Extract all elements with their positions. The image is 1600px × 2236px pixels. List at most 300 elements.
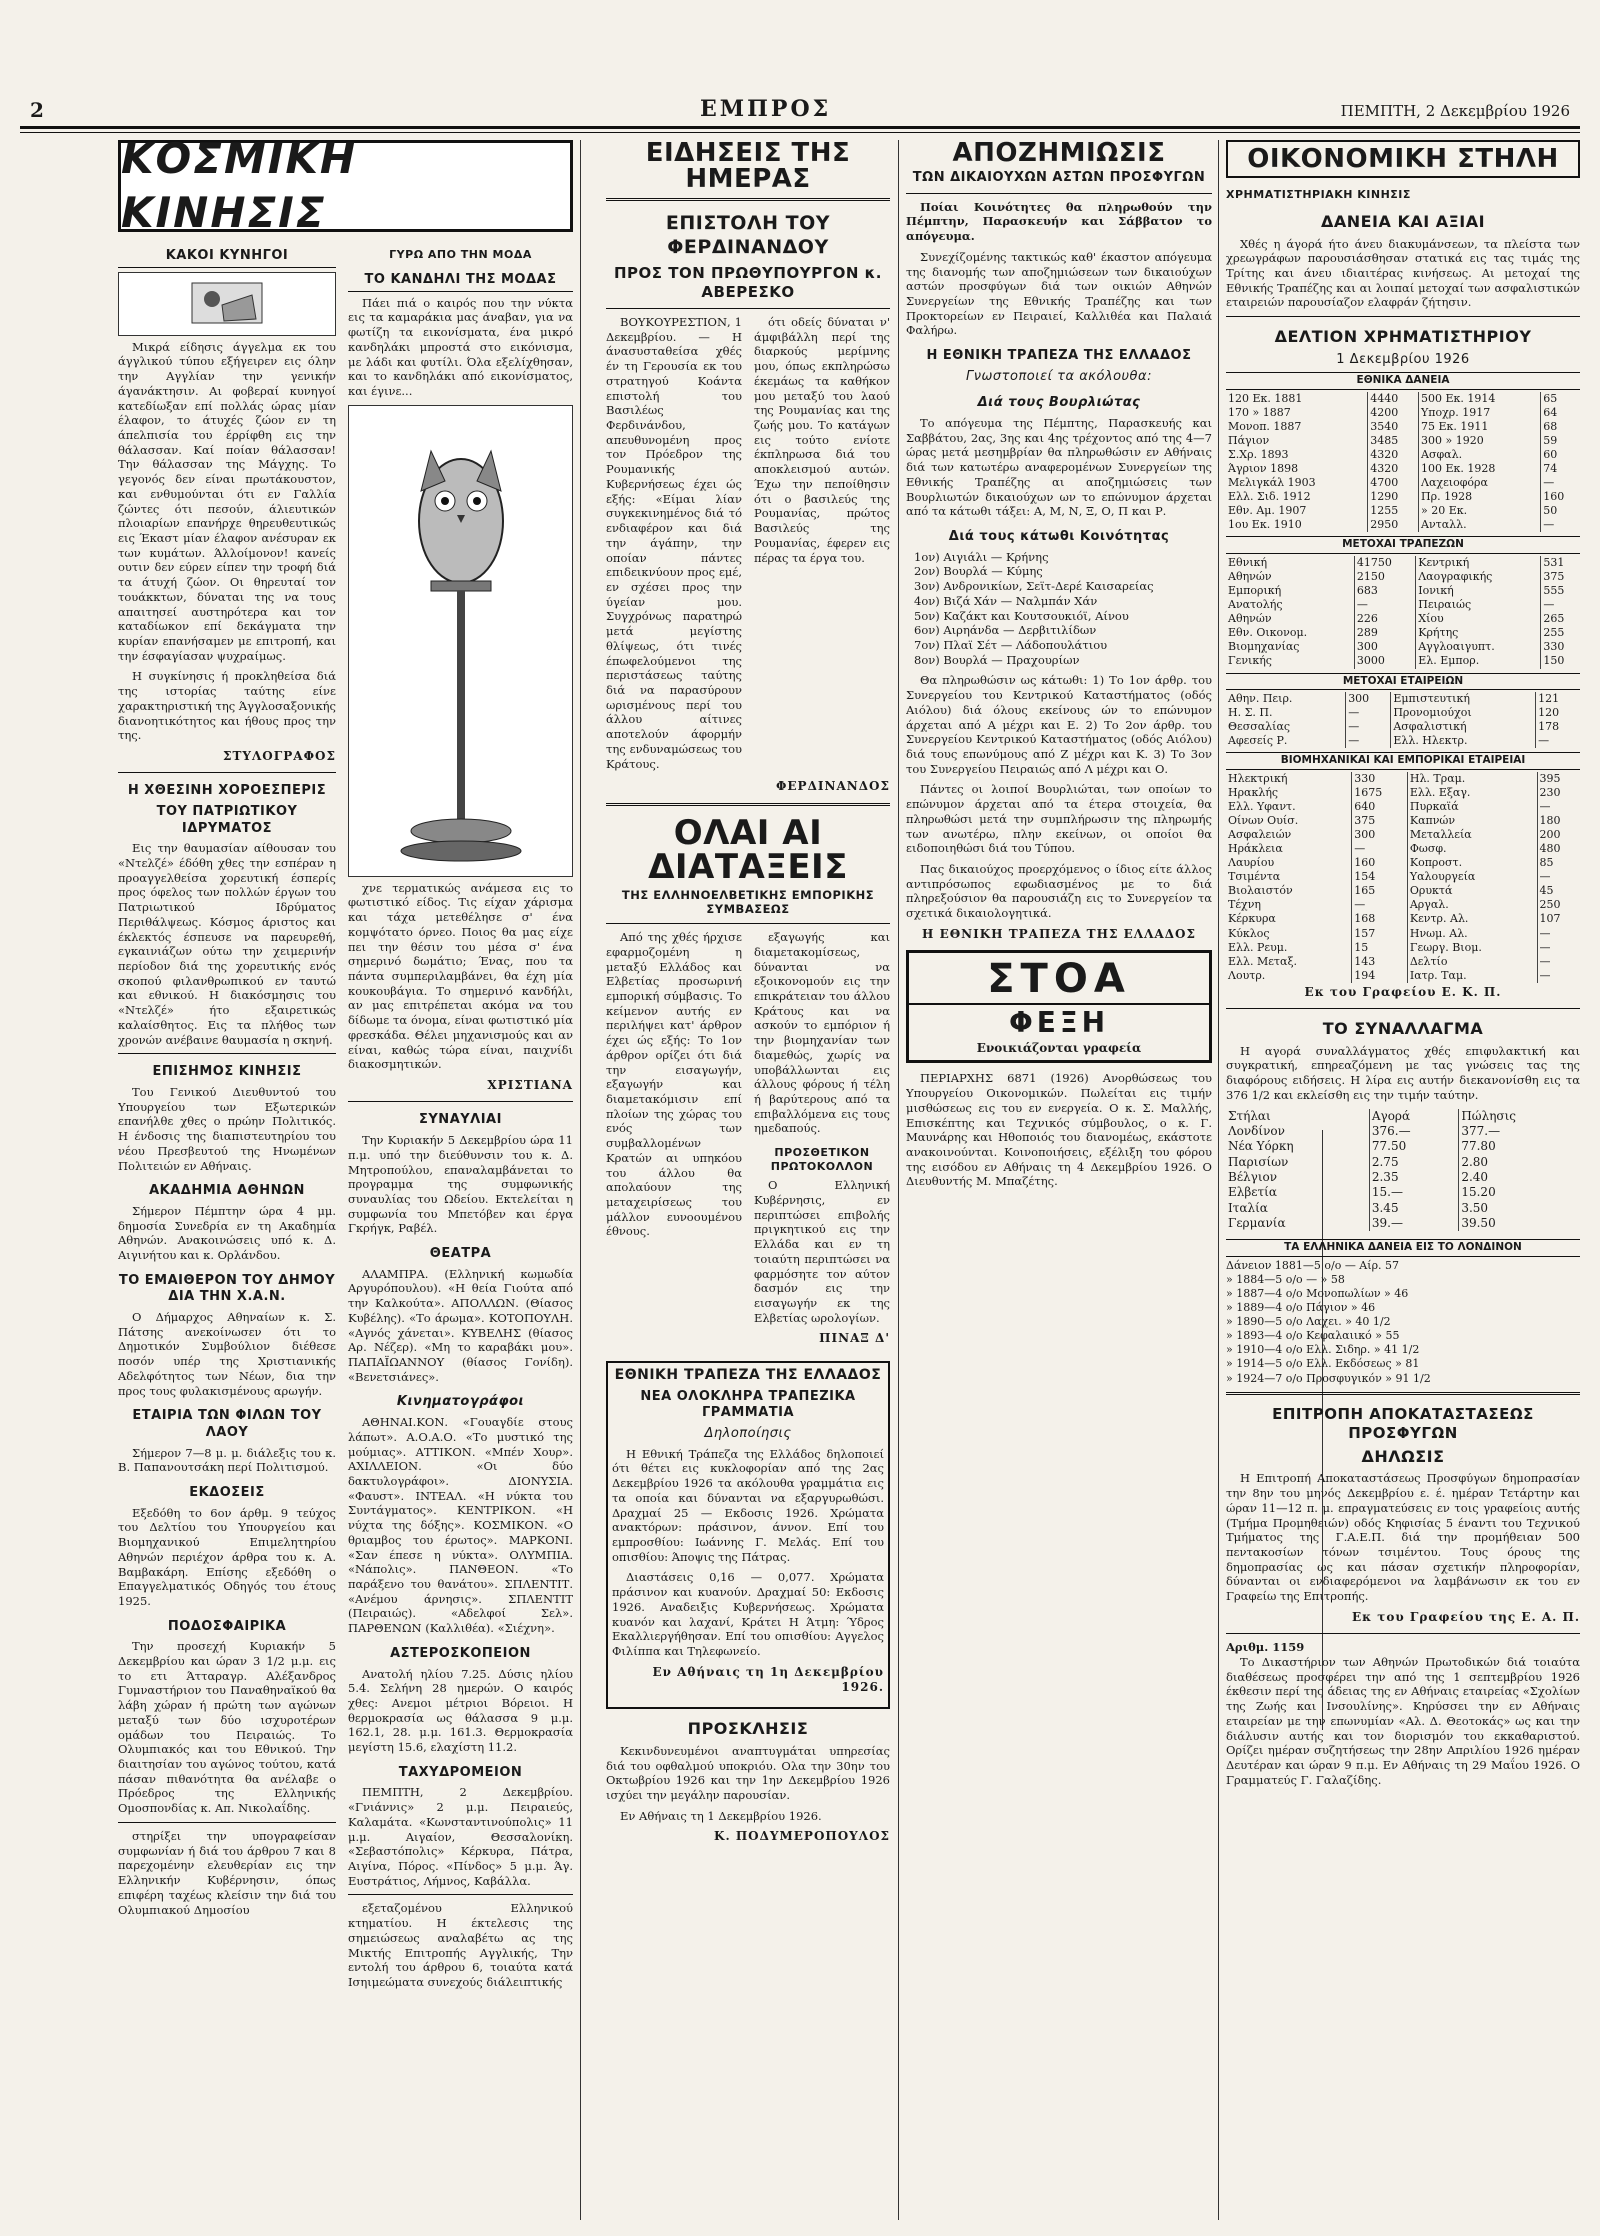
table-row [1226,772,1580,786]
kakoi-body-2: Η συγκίνησις ή προκληθείσα διά της ιστορίας ταύτης είνε χαρακτηριστική της Άγγλοσαξονικής διανοητικότητος και ήθους προς την της. [118,669,336,743]
table-cell: Ελλ. Υφαντ. [1226,800,1352,814]
table-cell: Λαογραφικής [1416,570,1541,584]
synallagma-title: ΤΟ ΣΥΝΑΛΛΑΓΜΑ [1322,1019,1484,1039]
epitropi-title: ΕΠΙΤΡΟΠΗ ΑΠΟΚΑΤΑΣΤΑΣΕΩΣ ΠΡΟΣΦΥΓΩΝ [1272,1404,1534,1442]
ethniki-body-2: Διαστάσεις 0,16 — 0,077. Χρώματα πράσινον και κυανούν. Δραχμαί 50: Εκδοσις 1926. Αναδειξις Κυβερνήσεως. Χρώματα κυανόν και λαχανί, Κράτει Η Άτμη: Ύδρος Εκαλλιεργήθησαν. Επί του οπισθίου: Αγγελος Φιλίππα και Τηλεφωνείο. [612,1570,884,1658]
table-cell: Καπνών [1407,814,1537,828]
table-cell: Εμπιστευτική [1391,692,1536,706]
table-cell: 640 [1352,800,1408,814]
table-cell: Ελλ. Σιδ. 1912 [1226,490,1368,504]
table-cell: Λουτρ. [1226,969,1352,983]
table-cell: 395 [1539,771,1561,785]
foreign-title: ΤΑ ΕΛΛΗΝΙΚΑ ΔΑΝΕΙΑ ΕΙΣ ΤΟ ΛΟΝΔΙΝΟΝ [1226,1239,1580,1256]
table-cell: 121 [1538,691,1560,705]
ethniki-signature: Εν Αθήναις τη 1η Δεκεμβρίου 1926. [652,1664,884,1695]
table-cell: Ελλ. Εξαγ. [1407,786,1537,800]
prosklisis-date: Εν Αθήναις τη 1 Δεκεμβρίου 1926. [620,1808,822,1823]
apozimiosis-intro: Ποίαι Κοινότητες θα πληρωθούν την Πέμπτην, Παρασκευήν και Σάββατον το απόγευμα. [906,199,1212,244]
fx-row [1226,1185,1580,1200]
table-cell: 65 [1543,391,1558,405]
table-cell: Μεταλλεία [1407,828,1537,842]
table-cell: Λονδίνον [1226,1124,1369,1139]
table-cell: — [1539,870,1551,884]
letter-subtitle: ΠΡΟΣ ΤΟΝ ΠΡΩΘΥΠΟΥΡΓΟΝ κ. ΑΒΕΡΕΣΚΟ [613,263,883,301]
table-cell: 75 Εκ. 1911 [1419,420,1541,434]
table-cell: Στήλαι [1226,1109,1369,1124]
table-cell: 4320 [1368,462,1419,476]
hunter-illustration [118,272,336,336]
table-cell: 226 [1354,612,1415,626]
table-row [1226,884,1580,898]
list-item: » 1893—4 ο/ο Κεφαλαιικό » 55 [1226,1329,1400,1343]
table-row [1226,654,1580,668]
dilosis-title: ΔΗΛΩΣΙΣ [1361,1446,1445,1466]
olai-text-a: Από της χθές ήρχισε εφαρμοζομένη η μεταξύ Ελλάδος και Ελβετίας προσωρινή εμπορική σύμβασις. Το κείμενον αυτής εν περιλήψει κατ' άρθρον έχει ώς εξής: Το 1ον άρθρον ορίζει ότι διά την εισαγωγήν, εξαγωγήν και διαμετακόμισιν επί πλοίων της χώρας του ενός των συμβαλλομένων Κρατών αι υπηκόου του άλλου θα απολαύουν της μεταχειρίσεως του μάλλον ευνοουμένου έθνους. [606,930,742,1239]
apozimiosis-signature: Η ΕΘΝΙΚΗ ΤΡΑΠΕΖΑ ΤΗΣ ΕΛΛΑΔΟΣ [922,926,1196,941]
table-row [1226,476,1580,490]
table-row [1226,448,1580,462]
table-cell: Αθηνών [1226,612,1354,626]
kandili-after-body: χνε τερματικώς ανάμεσα εις το φωτιστικό είδος. Τις είχαν χάρισμα και τάχα μετεθέλησε σ' ένα κομψότατο όρνεο. Ποιος θα μας είχε πει την θέσιν του μέσα σ' ένα σημερινό δωμάτιο; Ένας, που τα πάντα συμπεριλαμβάνει, θα έχη μία κουκουβάγια. Το σημερινό κανδήλι, αν μας επιτρέπεται ακόμα να του δίδωμε τα όνομα, είναι φωτιστικό μία φρεσκάδα. Θέλει μηχανισμούς και αν είναι, καθώς τώρα είναι, παιχνίδι διακοσμητικών. [348,880,573,1072]
deltion-title: ΔΕΛΤΙΟΝ ΧΡΗΜΑΤΙΣΤΗΡΙΟΥ [1274,327,1532,347]
list-item: 3ον) Ανδρονικίων, Σεϊτ-Δερέ Καισαρείας [914,579,1154,594]
table-cell: Πειραιώς [1416,598,1541,612]
tbl4-head: ΒΙΟΜΗΧΑΝΙΚΑΙ ΚΑΙ ΕΜΠΟΡΙΚΑΙ ΕΤΑΙΡΕΙΑΙ [1226,752,1580,769]
letter-title: ΕΠΙΣΤΟΛΗ ΤΟΥ ΦΕΡΔΙΝΑΝΔΟΥ [665,212,831,259]
section-title: ΕΙΔΗΣΕΙΣ ΤΗΣ ΗΜΕΡΑΣ [645,140,851,194]
asteroskopeion-body: Ανατολή ηλίου 7.25. Δύσις ηλίου 5.4. Σελήνη 28 ημερών. Ο καιρός χθες: Ανεμοι μέτριοι Βόρειοι. Η θερμοκρασία ως θάλασσα 9 μ.μ. 162.1, 28. μ.μ. 161.3. Θερμοκρασία μεγίστη 15.6, ελαχίστη 11.2. [348,1666,573,1755]
table-cell: 60 [1543,447,1558,461]
table-cell: 170 » 1887 [1226,406,1368,420]
kinisis-title: ΕΠΙΣΗΜΟΣ ΚΙΝΗΣΙΣ [152,1064,302,1080]
table-cell: 330 [1543,640,1565,654]
col5-tail: Το Δικαστήριον των Αθηνών Πρωτοδικών διά τοιαύτα διαθέσεως προσφέρει την από της 1 σεπτεμβρίου 1926 έκθεσιν περί της άδειας της εν Αθήναις εταιρείας «Σχολίων της Ζωής και Ινσουλίνης». Κηρύσσει την εν Αθήναις εταιρείαν με την επωνυμίαν «Αλ. Δ. Θεοτοκάς» ως και την διάλυσιν αυτής και τον διορισμόν του εκκαθαριστού. Ορίζει ημέραν συζητήσεως την 28ην Απριλίου 1926 ημέραν Δευτέραν και ώραν 9 π.μ. Εν Αθήναις τη 29 Μαΐου 1926. Ο Γραμματεύς Γ. Γαλαζίδης. [1226,1654,1580,1787]
protokollon-title: ΠΡΟΣΘΕΤΙΚΟΝ ΠΡΩΤΟΚΟΛΛΟΝ [770,1146,874,1174]
table-cell: Γεωργ. Βιομ. [1407,941,1537,955]
letter-text-a: ΒΟΥΚΟΥΡΕΣΤΙΟΝ, 1 Δεκεμβρίου. — Η άνασυσταθείσα χθές έν τη Γερουσία εκ του στρατηγού Κοάντα επιστολή του Βασιλέως Φερδινάνδου, απευθυνομένη προς τον Πρόεδρον της Ρουμανικής Κυβερνήσεως έχει ώς εξής: «Είμαι λίαν συγκεκινημένος διά τό ενδιαφέρον και διά την άγάπην, την οποίαν πάντες επιδεικνύουν προς εμέ, εν σχέσει προς την ύγείαν μου. Συγχρόνως παρατηρώ μετά μεγίστης θλίψεως, ότι τινές έπωφελούμενοι της περιστάσεως ταύτης διά να παρασύρουν ωρισμένους περί του άλλου αίτινες αποτελούν άφορμήν της ενδυναμώσεως του Κράτους. [606,315,742,771]
table-cell: Ελβετία [1226,1185,1369,1200]
table-cell: Ηρακλής [1226,786,1352,800]
table-row [1226,856,1580,870]
list-item: » 1910—4 ο/ο Ελλ. Σιδηρ. » 41 1/2 [1226,1343,1420,1357]
ethniki-declaration: Δηλοποίησις [704,1426,792,1441]
kakoi-title: ΚΑΚΟΙ ΚΥΝΗΓΟΙ [118,248,336,268]
theatra-title: ΘΕΑΤΡΑ [429,1246,492,1262]
tbl1-head: ΕΘΝΙΚΑ ΔΑΝΕΙΑ [1226,372,1580,389]
fx-row [1226,1170,1580,1185]
etairia-title: ΕΤΑΙΡΙΑ ΤΩΝ ΦΙΛΩΝ ΤΟΥ ΛΑΟΥ [132,1408,322,1440]
table-cell: — [1346,720,1391,734]
masthead [20,96,1580,129]
bank-title: Η ΕΘΝΙΚΗ ΤΡΑΠΕΖΑ ΤΗΣ ΕΛΛΑΔΟΣ [926,348,1192,364]
table-cell: 2150 [1354,570,1415,584]
table-cell: Χίου [1416,612,1541,626]
prosklisis-body: Κεκινδυνευμένοι αναπτυγμάται υπηρεσίας διά του οφθαλμού υποκριόυ. Ολα την 30ην του Οκτωβρίου 1926 και την 1ην Δεκεμβρίου 1926 ισχύει την μεγάλην παρουσίαν. [606,1743,890,1803]
list-item: 1ον) Αιγιάλι — Κρήνης [914,549,1049,564]
table-row [1226,612,1580,626]
tbl2 [1226,556,1580,669]
table-cell: 2.80 [1461,1154,1489,1169]
table-cell: — [1543,598,1555,612]
table-cell: — [1352,842,1408,856]
table-row [1226,955,1580,969]
kakoi-signature: ΣΤΥΛΟΓΡΑΦΟΣ [223,749,336,764]
table-cell: 265 [1543,612,1565,626]
list-item: 8ον) Βουρλά — Πραχουρίων [914,652,1080,667]
table-row [1226,800,1580,814]
table-cell: 230 [1539,785,1561,799]
tbl3-head: ΜΕΤΟΧΑΙ ΕΤΑΙΡΕΙΩΝ [1226,673,1580,690]
table-cell: 120 [1538,706,1560,720]
table-cell: Σ.Χρ. 1893 [1226,448,1368,462]
table-row [1226,842,1580,856]
list-item: 6ον) Αιρηάνδα — Δερβιτιλίδων [914,623,1097,638]
arithm: Αριθμ. 1159 [1226,1640,1305,1655]
table-cell: 200 [1539,828,1561,842]
table-cell: Ιατρ. Ταμ. [1407,969,1537,983]
fx-row [1226,1124,1580,1139]
table-cell: 375 [1543,569,1565,583]
letter-signature: ΦΕΡΔΙΝΑΝΔΟΣ [775,779,890,794]
table-cell: 107 [1539,912,1561,926]
kosmiki-right-column [348,238,573,1996]
table-cell: Ασφαλιστική [1391,720,1536,734]
kandili-title: ΤΟ ΚΑΝΔΗΛΙ ΤΗΣ ΜΟΔΑΣ [348,272,573,292]
apozimiosis-body-5: Πας δικαιούχος προερχόμενος ο ίδιος είτε άλλος αντιπρόσωπος εφωδιασμένος με το διά πληρεξούσιον θα παρουσιάζη εις το Συνεργείον τα σχετικά δικαιολογητικά. [906,862,1212,921]
table-cell: 39.— [1369,1216,1458,1231]
table-cell: 300 [1346,692,1391,706]
table-cell: Παρισίων [1226,1155,1369,1170]
kinisis-body: Του Γενικού Διευθυντού του Υπουργείου των Εξωτερικών επανήλθε χθες ο πρώην Πολιτικός. Η ένδοσις της διαπιστευτηρίου του νέου Πρεσβευτού της Ηνωμένων Πολιτειών εν Αθήναις. [118,1084,336,1173]
table-row [1226,927,1580,941]
ematheron-title: ΤΟ ΕΜΑΙΘΕΡΟΝ ΤΟΥ ΔΗΜΟΥ ΔΙΑ ΤΗΝ Χ.Α.Ν. [118,1272,336,1305]
table-row [1226,406,1580,420]
kosmiki-section [118,140,573,2220]
table-cell: Τέχνη [1226,898,1352,912]
dilosis-body: Η Επιτροπή Αποκαταστάσεως Προσφύγων δημοπρασίαν την 8ην του μηνός Δεκεμβρίου ε. έ. ημέραν Τετάρτην και ώραν 11—12 π. μ. επραγματεύσεις εν τοις γραφείοις αυτής (Τμήμα Προμηθειών) οδός Κηφισίας 5 έναντι του Τεχνικού Τμήματος της Γ.Α.Ε.Π. διά την προμήθειαν 500 πεντακοσίων τόνων τσιμέντου. Τους όρους της δημοπρασίας ως και πάσαν σχετικήν πληροφορίαν, δύνανται οι ενδιαφερόμενοι να λαμβάνωσιν εκ του εν Γραφείω της Επιτροπής. [1226,1471,1580,1604]
list-item: » 1924—7 ο/ο Προσφυγικόν » 91 1/2 [1226,1371,1431,1385]
kakoi-body: Μικρά είδησις άγγελμα εκ του άγγλικού τύπου εξήγειρεν εις όλην την Αγγλίαν την γενικήν άγανάκτησιν. Αι φοβεραί κυνηγοί κατεδίωξαν επί πολλάς ώρας μίαν έλαφον, το άτυχές ζώον εν τη άπελπισία του έρρίφθη εις την θάλασσαν. Καί ποίαν θάλασσαν! Την θάλασσαν της Μάγχης. Το γεγονός δεν είναι πρωτάκουστον, και ενθυμούνται ότι εν Γαλλία ζώντες ότι πεσούν, άλιευτικών πλοιαρίων επανήρχε θηρευθευτικώς εις Έκαστ μίαν έλαφον ανέσυραν εκ των κυμάτων. Άλλοίμονον! κανείς ουτιν δεν εύρεν είπεν την τροφή διά τα άτυχή ζώον. Οι θηρευταί τον τουάκκτων, δύναται της να τους απαιτησεί αυστηρότερα και τον καταδίωκον επί δεκάγματα την κυρίαν επανήσαμεν με επιτροπή, και την έσφαγίασαν ψυχραίμως. [118,339,336,663]
fx-row [1226,1109,1580,1124]
paper-name: ΕΜΠΡΟΣ [700,96,832,122]
ematheron-body: Ο Δήμαρχος Αθηναίων κ. Σ. Πάτσης ανεκοίνωσεν ότι το Δημοτικόν Συμβούλιον διέθεσε ποσόν υπέρ της Χριστιανικής Αδελφότητος των Νέων, δια την προς τους φυλακισμένους αρωγήν. [118,1310,336,1398]
table-cell: Κύκλος [1226,927,1352,941]
table-cell: Κρήτης [1416,626,1541,640]
table-cell: 15.20 [1461,1185,1496,1200]
table-cell: Ελλ. Μεταξ. [1226,955,1352,969]
table-cell: 375 [1352,814,1408,828]
table-cell: Αθην. Πειρ. [1226,692,1346,706]
date-line: ΠΕΜΠΤΗ, 2 Δεκεμβρίου 1926 [1340,102,1570,120]
col1-tail: στηρίξει την υπογραφείσαν συμφωνίαν ή διά του άρθρου 7 και 8 παρεχομένην ελευθερίαν εις την Ελληνικήν Κυβέρνησιν, όπως επιφέρη ταχέως κλείσιν την διά του Ολυμπιακού Δημοσίου [118,1828,336,1917]
table-cell: 68 [1543,419,1558,433]
table-cell: 2.40 [1461,1170,1489,1185]
table-cell: 2.75 [1369,1155,1458,1170]
table-cell: 45 [1539,884,1554,898]
kosmiki-left-column [118,238,336,1996]
table-cell: 500 Εκ. 1914 [1419,392,1541,406]
table-cell: Υποχρ. 1917 [1419,406,1541,420]
list-item: » 1914—5 ο/ο Ελλ. Εκδόσεως » 81 [1226,1357,1420,1371]
table-cell: 100 Εκ. 1928 [1419,462,1541,476]
prosklisis-signature: Κ. ΠΟΔΥΜΕΡΟΠΟΥΛΟΣ [714,1829,890,1844]
tbl4 [1226,772,1580,983]
kinimatografoi-title: Κινηματογράφοι [396,1394,525,1410]
stoa-note: Ενοικιάζονται γραφεία [976,1041,1142,1056]
kinimatografoi-body: ΑΘΗΝΑΙ.ΚΟΝ. «Γουαγδίε στους λάπωτ». Α.Ο.Α.Ο. «Το μυστικό της μούμιας». ΑΤΤΙΚΟΝ. «Μπέν Χουρ». ΑΧΙΛΛΕΙΟΝ. «Οι δύο δακτυλογράφοι». ΔΙΟΝΥΣΙΑ. «Φαυστ». ΙΝΤΕΑΛ. «Η νύκτα του Συντάγματος». ΚΕΝΤΡΙΚΟΝ. «Η νύχτα της δόξης». ΚΟΣΜΙΚΟΝ. «Ο θριαμβος του έρωτος». ΜΑΡΚΟΝΙ. «Σαν έπεσε η νύκτα». ΟΛΥΜΠΙΑ. «Νάπολις». ΠΑΝΘΕΟΝ. «Το παράξενο του θανάτου». ΣΠΛΕΝΤΙΤ. «Ανέμου άρνησις». ΣΠΛΕΝΤΙΤ (Πειραιώς). «Αδελφοί Σελ». ΠΑΡΘΕΝΩΝ (Καλλιθέα). «Σιέχνη». [348,1415,573,1636]
ekdoseis-title: ΕΚΔΟΣΕΙΣ [189,1485,265,1501]
table-cell: 531 [1543,555,1565,569]
table-row [1226,912,1580,926]
owl-lamp-illustration [348,405,573,877]
stoa-subtitle: ΦΕΞΗ [909,1003,1209,1041]
communities-list [906,550,1212,668]
table-cell: Ιονική [1416,584,1541,598]
xoros-title: Η ΧΘΕΣΙΝΗ ΧΟΡΟΕΣΠΕΡΙΣ [127,783,327,799]
list-item: 2ον) Βουρλά — Κύμης [914,564,1043,579]
table-cell: 1290 [1368,490,1419,504]
table-cell: 3540 [1368,420,1419,434]
table-cell: 59 [1543,433,1558,447]
table-cell: Τσιμέντα [1226,870,1352,884]
table-cell: Γερμανία [1226,1216,1369,1231]
list-item: 5ον) Καζάκτ και Κουτσουκιόϊ, Αίνου [914,608,1129,623]
table-cell: — [1354,598,1415,612]
table-cell: 178 [1538,720,1560,734]
table-cell: Νέα Υόρκη [1226,1139,1369,1154]
list-item: » 1889—4 ο/ο Πάγιον » 46 [1226,1301,1376,1315]
table-cell: 300 » 1920 [1419,434,1541,448]
table-cell: 300 [1352,828,1408,842]
table-row [1226,720,1580,734]
table-cell: 143 [1352,955,1408,969]
table-cell: 154 [1352,870,1408,884]
apozimiosis-body-3: Θα πληρωθώσιν ως κάτωθι: 1) Το 1ον άρθρ. του Συνεργείου του Κεντρικού Καταστήματος (οδός Αιόλου) διά όλους εκείνους ών το επώνυμον άρχεται από Α μέχρι και Ε. 2) Το 2ον άρθρ. του Συνεργείου Κεντρικού Καταστήματος (οδός Αιόλου) διά τους επωνύμους από Ζ μέχρι και Κ. 3) Το 3ον του Συνεργείου Πειραιώς από Λ μέχρι και Ο. [906,673,1212,776]
table-cell: 4200 [1368,406,1419,420]
table-cell: Φωσφ. [1407,842,1537,856]
table-cell: 15 [1352,941,1408,955]
table-cell: Δελτίο [1407,955,1537,969]
synallagma-body: Η αγορά συναλλάγματος χθές επιφυλακτική και συγκρατική, επηρεαζόμενη με τας γνώσεις τας της διαφόρους ειδήσεις. Η λίρα εις αυτήν διεκανονίσθη εις τα 376 1/2 και εκλείσθη εις την τιμήν ταύτην. [1226,1043,1580,1102]
table-cell: Ηλ. Τραμ. [1407,772,1537,786]
oikonomiki-section [1226,140,1580,2220]
table-cell: 39.50 [1461,1216,1496,1231]
podosfairika-title: ΠΟΔΟΣΦΑΙΡΙΚΑ [167,1618,287,1634]
table-cell: Πρ. 1928 [1419,490,1541,504]
taxydromeion-body: ΠΕΜΠΤΗ, 2 Δεκεμβρίου. «Γνιάννις» 2 μ.μ. Πειραιεύς, Καλαμάτα. «Κωνσταντινούπολις» 11 μ.μ. Αιγαίον, Θεσσαλονίκη. «Σεβαστόπολις» Κέρκυρα, Πάτρα, Αιγίνα, Πόρος. «Πίνδος» 5 μ.μ. Άγ. Ευστράτιος, Λήμνος, Καβάλλα. [348,1785,573,1888]
apozimiosis-title: ΑΠΟΖΗΜΙΩΣΙΣ [952,140,1166,168]
table-cell: 4320 [1368,448,1419,462]
table-row [1226,706,1580,720]
table-cell: Κοπροστ. [1407,856,1537,870]
apozimiosis-subtitle: ΤΩΝ ΔΙΚΑΙΟΥΧΩΝ ΑΣΤΩΝ ΠΡΟΣΦΥΓΩΝ [912,170,1206,185]
table-cell: 2.35 [1369,1170,1458,1185]
table-row [1226,626,1580,640]
tbl-note: Εκ του Γραφείου Ε. Κ. Π. [1304,984,1502,999]
etairia-body: Σήμερον 7—8 μ. μ. διάλεξις του κ. Β. Παπανουτσάκη περί Πολιτισμού. [118,1445,336,1475]
table-row [1226,969,1580,983]
tbl2-head: ΜΕΤΟΧΑΙ ΤΡΑΠΕΖΩΝ [1226,536,1580,553]
news-section [606,140,890,2220]
kosmiki-logo: ΚΟΣΜΙΚΗ ΚΙΝΗΣΙΣ [118,140,573,232]
table-cell: Κέρκυρα [1226,912,1352,926]
table-cell: Εθν. Αμ. 1907 [1226,504,1368,518]
ethniki-subtitle: ΝΕΑ ΟΛΟΚΛΗΡΑ ΤΡΑΠΕΖΙΚΑ ΓΡΑΜΜΑΤΙΑ [640,1388,856,1421]
table-cell: Αγορά [1369,1109,1458,1124]
table-cell: 480 [1539,842,1561,856]
table-row [1226,786,1580,800]
table-cell: Εθνική [1226,556,1354,570]
ethniki-body: Η Εθνική Τράπεζα της Ελλάδος δηλοποιεί ότι θέτει εις κυκλοφορίαν από της 2ας Δεκεμβρίου 1926 τα ακόλουθα γραμμάτια εις τα οποία και δύνανται να εξαργυρωθώσι. Δραχμαί 25 — Εκδοσις 1926. Χρώματα ανακτόρων: πράσινον, άννον. Επί του εμπροσθίου: Ιωάννης Γ. Μελάς. Επί του οπισθίου: Άποψις της Πάτρας. [612,1446,884,1564]
table-cell: 3.50 [1461,1200,1489,1215]
table-cell: Υαλουργεία [1407,870,1537,884]
table-row [1226,518,1580,532]
table-cell: 41750 [1354,556,1415,570]
table-cell: Εμπορική [1226,584,1354,598]
table-cell: — [1543,476,1555,490]
xoros-body: Εις την θαυμασίαν αίθουσαν του «Ντελζέ» έδόθη χθες την εσπέραν η προαγγελθείσα χορευτική έσπερίς προς όφελος των πολλών έργων του Πατριωτικού Ιδρύματος Περιθάλψεως. Κόσμος άριστος και έκλεκτός έσπευσε να παρευρεθή, εγκαινιάζων ούτω την χειμερινήν περίοδον διά της χορευτικής ενός σκοπού φιλανθρωπικού εν ταυτώ και εθνικού. Η διακόσμησις του «Ντελζέ» ήτο εξαιρετικώς καλαίσθητος. Εις τα πλήθος των χρονών ανέβαινε θαυμασία η σκηνή. [118,841,336,1047]
fx-table [1226,1109,1580,1232]
apozimiosis-body-4: Πάντες οι λοιποί Βουρλιώται, των οποίων το επώνυμον άρχεται από τα έτερα στοιχεία, θα πληρωθώσι μετά την συμπλήρωσιν της πληρωμής των ανωτέρω, πλην εκείνων, οι οποίοι θα ειδοποιηθώσι διά του Τύπου. [906,782,1212,856]
table-cell: Ελλ. Ρευμ. [1226,941,1352,955]
list-item: » 1890—5 ο/ο Λαχει. » 40 1/2 [1226,1315,1391,1329]
table-cell: 160 [1352,856,1408,870]
synavliai-body: Την Κυριακήν 5 Δεκεμβρίου ώρα 11 π.μ. υπό την διεύθυνσιν του κ. Δ. Μητροπούλου, επαναλαμβάνεται το προγραμμα της συμφωνικής συναυλίας του Ωδείου. Εκτελείται η συμφωνία του Μπετόβεν και έργα Γκρήγκ, Ραβέλ. [348,1133,573,1236]
table-cell: Θεσσαλίας [1226,720,1346,734]
table-cell: — [1539,940,1551,954]
table-cell: 3.45 [1369,1201,1458,1216]
table-row [1226,898,1580,912]
ethniki-box [606,1361,890,1710]
table-cell: 157 [1352,927,1408,941]
table-row [1226,556,1580,570]
table-cell: Πώλησις [1461,1108,1517,1123]
table-cell: 180 [1539,813,1561,827]
list-item: Δάνειον 1881—5 ο/ο — Αίρ. 57 [1226,1258,1400,1272]
table-cell: 50 [1543,504,1558,518]
table-cell: Ανταλλ. [1419,518,1541,532]
table-cell: Ορυκτά [1407,884,1537,898]
tbl1 [1226,392,1580,533]
table-cell: 74 [1543,462,1558,476]
table-cell: — [1543,518,1555,532]
table-cell: 1675 [1352,786,1408,800]
table-row [1226,598,1580,612]
table-cell: 150 [1543,654,1565,668]
fx-row [1226,1216,1580,1231]
table-cell: Η. Σ. Π. [1226,706,1346,720]
table-cell: Ελλ. Ηλεκτρ. [1391,734,1536,748]
table-cell: 4440 [1368,392,1419,406]
table-cell: — [1539,954,1551,968]
deltion-date: 1 Δεκεμβρίου 1926 [1336,351,1470,367]
table-cell: Ηλεκτρική [1226,772,1352,786]
table-cell: Ιταλία [1226,1201,1369,1216]
table-row [1226,640,1580,654]
page-number: 2 [30,98,44,122]
dia-title: Διά τους Βουρλιώτας [977,395,1141,411]
table-cell: 255 [1543,626,1565,640]
table-cell: 3485 [1368,434,1419,448]
xrimatistiriaki-title: ΧΡΗΜΑΤΙΣΤΗΡΙΑΚΗ ΚΙΝΗΣΙΣ [1226,188,1411,201]
table-row [1226,504,1580,518]
fx-row [1226,1139,1580,1154]
table-cell: Ηράκλεια [1226,842,1352,856]
synavliai-title: ΣΥΝΑΥΛΙΑΙ [419,1112,502,1128]
column-divider [1218,140,1219,2220]
table-cell: Ασφαλ. [1419,448,1541,462]
table-row [1226,692,1580,706]
kandili-body: Πάει πιά ο καιρός που την νύκτα εις τα καμαράκια μας άναβαν, για να φωτίζη τα εικονίσματα, ένα μικρό κανδηλάκι μπροστά στο εικόνισμα, με λάδι και φυτίλι. Όλα εξελίχθησαν, και το κανδηλάκι από εικονίσματος, και έγινε... [348,295,573,399]
bank-note: Γνωστοποιεί τα ακόλουθα: [966,368,1152,384]
table-row [1226,420,1580,434]
daneia-body: Χθές η άγορά ήτο άνευ διακυμάνσεων, τα πλείστα των χρεωγράφων παρουσιάσθησαν στατικά εις τας τιμάς της Τρίτης και άνευ ιδιαιτέρας κινήσεως. Αι μετοχαί της Εθνικής Τραπέζης και αι λοιπαί μετοχαί των ασφαλιστικών εταιρειών παρουσίαζον ελαφράν ζήτησιν. [1226,236,1580,310]
table-cell: — [1539,968,1551,982]
table-row [1226,570,1580,584]
olai-title: ΟΛΑΙ ΑΙ ΔΙΑΤΑΞΕΙΣ [648,812,848,887]
table-cell: Αγγλοαιγυπτ. [1416,640,1541,654]
table-cell: 77.80 [1461,1139,1496,1154]
table-cell: — [1539,926,1551,940]
list-item: 7ον) Πλαϊ Σέτ — Λάδοπουλάτιου [914,637,1108,652]
table-cell: Πάγιον [1226,434,1368,448]
table-cell: Πυρκαϊά [1407,800,1537,814]
table-cell: Ασφαλειών [1226,828,1352,842]
table-row [1226,734,1580,748]
xoros-subtitle: ΤΟΥ ΠΑΤΡΙΩΤΙΚΟΥ ΙΔΡΥΜΑΤΟΣ [156,804,298,836]
table-cell: 15.— [1369,1185,1458,1200]
table-cell: Βιολαιστόν [1226,884,1352,898]
table-cell: 289 [1354,626,1415,640]
letter-text-b: ότι οδείς δύναται ν' άμφιβάλλη περί της διαρκούς μερίμνης μου, όπως εκπληρώσω έκεμάως τα καθήκον μου μεταξύ του λαού της Ρουμανίας και της ζωής μου. Το κατάγων εις τούτο ενίοτε έκπληρωσα διά του αποκλεισμού αυτών. Έχω την πεποίθησιν ότι ο βασιλεύς της Ρουμανίας, πρώτος Βασιλεύς της Ρουμανίας, έφερεν εις πέρας τα έργα του. [754,315,890,565]
table-cell: Ηνωμ. Αλ. [1407,927,1537,941]
table-cell: 683 [1354,584,1415,598]
table-cell: Λαυρίου [1226,856,1352,870]
podosfairika-body: Την προσεχή Κυριακήν 5 Δεκεμβρίου και ώραν 3 1/2 μ.μ. εις το ετι Άτταραγρ. Αλέξανδρος Γυμναστήριον του Παναθηναϊκού θα λάβη χώραν ή πρώτη των αγώνων μεταξύ των δύο ισχυροτέρων ομάδων του Πειραιώς. Το Ολυμπιακός και του Εθνικού. Την διαιτησίαν του αγώνος τούτου, κατά πάσαν πιθανότητα θα ανέλαβε ο Πρόεδρος της Ελληνικής Ομοσπονδίας κ. Απ. Νικολαΐδης. [118,1639,336,1816]
table-cell: Οίνων Ουίσ. [1226,814,1352,828]
table-cell: 168 [1352,912,1408,926]
table-cell: 64 [1543,405,1558,419]
stoa-ad [906,950,1212,1063]
apozimiosis-body-1: Συνεχίζομένης τακτικώς καθ' έκαστον απόγευμα της διανομής των αποζημιώσεων των δικαιούχων αστών προσφύγων διά των οικιών Αθηνών Συνεργείων της Εθνικής Τραπέζης και των Προκτορείων εν Πειραιεί, Καλλιθέα και Παλαιά Φαλήρω. [906,249,1212,338]
table-cell: Μονοπ. 1887 [1226,420,1368,434]
table-cell: 377.— [1461,1123,1501,1138]
table-cell: 120 Εκ. 1881 [1226,392,1368,406]
table-cell: 165 [1352,884,1408,898]
table-cell: Αθηνών [1226,570,1354,584]
list-item: 4ον) Βιζά Χάν — Ναλμπάν Χάν [914,593,1098,608]
asteroskopeion-title: ΑΣΤΕΡΟΣΚΟΠΕΙΟΝ [390,1645,531,1661]
table-cell: Εθν. Οικονομ. [1226,626,1354,640]
table-cell: 2950 [1368,518,1419,532]
table-cell: Αργαλ. [1407,898,1537,912]
table-cell: 3000 [1354,654,1415,668]
list-item: » 1887—4 ο/ο Μονοπωλίων » 46 [1226,1287,1409,1301]
theatra-body: ΑΛΑΜΠΡΑ. (Ελληνική κωμωδία Αργυρόπουλου). «Η θεία Γιούτα από την Καλκούτα». ΑΠΟΛΛΩΝ. (Θίασος Κυβέλης). «Το άρωμα». ΚΟΤΟΠΟΥΛΗ. «Αγνός χάνεται». ΚΥΒΕΛΗΣ (θίασος Αρ. Νέζερ). «Μη το καραβάκι μου». ΠΑΠΑΪΩΑΝΝΟΥ (θίασος Γονίδη). «Βενετσιάνες». [348,1266,573,1384]
apozimiosis-body-2: Το απόγευμα της Πέμπτης, Παρασκευής και Σαββάτου, 2ας, 3ης και 4ης τρέχοντος από της 4—7 ώρας μετά μεσημβρίαν θα πληρωθώσιν εν Αθήναις διά των κατωτέρω αναφερομένων Συνεργείων της Εθνικής Τραπέζης αι αποζημιώσεις των Βουρλιωτών δικαιούχων ων το επώνυμον άρχεται από τα κάτωθι τάξει: Α, Μ, Ν, Ξ, Ο, Π και Ρ. [906,415,1212,519]
table-cell: Λαχειοφόρα [1419,476,1541,490]
table-cell: — [1346,734,1391,748]
akadimia-body: Σήμερον Πέμπτην ώρα 4 μμ. δημοσία Συνεδρία εν τη Ακαδημία Αθηνών. Ανακοινώσεις υπό κ. Δ. Αιγινήτου και κ. Ορλάνδου. [118,1203,336,1263]
kandili-signature: ΧΡΙΣΤΙΑΝΑ [487,1078,573,1093]
table-cell: 1ου Εκ. 1910 [1226,518,1368,532]
table-cell: Ανατολής [1226,598,1354,612]
table-cell: Κεντρική [1416,556,1541,570]
table-cell: 85 [1539,856,1554,870]
fx-row [1226,1201,1580,1216]
table-row [1226,584,1580,598]
list-item: » 1884—5 ο/ο — » 58 [1226,1272,1345,1286]
